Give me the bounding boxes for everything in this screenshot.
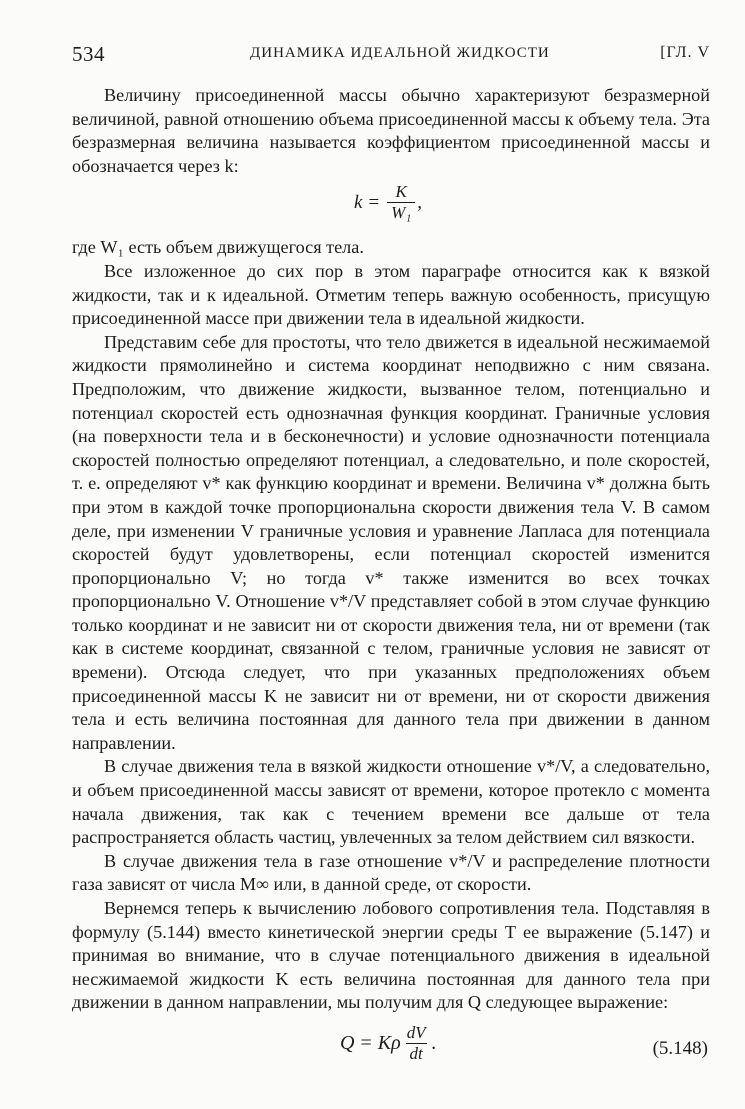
formula-q-trail: . bbox=[431, 1031, 437, 1054]
formula-k-expression bbox=[354, 182, 422, 223]
formula-q-lhs: Q bbox=[340, 1031, 355, 1054]
page-header bbox=[72, 42, 710, 68]
formula-k-numerator: K bbox=[395, 182, 407, 202]
paragraph-added-mass-coefficient: Величину присоединенной массы обычно характеризуют безразмерной величиной, равной отношению объема присоединенной массы к объему тела. Эта безразмерная величина называется коэффициентом присоединенной массы и обозначается через k: bbox=[72, 85, 710, 176]
chapter-label: [ГЛ. V bbox=[660, 44, 710, 61]
formula-5-148 bbox=[72, 1019, 710, 1073]
running-title: ДИНАМИКА ИДЕАЛЬНОЙ ЖИДКОСТИ bbox=[250, 45, 550, 61]
formula-k-trail: , bbox=[417, 192, 422, 214]
formula-k-lhs: k bbox=[354, 192, 363, 214]
paragraph-w1-definition: где W₁ есть объем движущегося тела. bbox=[72, 237, 364, 258]
formula-q-denominator: dt bbox=[406, 1043, 427, 1064]
paragraph-gas: В случае движения тела в газе отношение v*/V и распределение плотности газа зависят от числа M∞ или, в данной среде, от скорости. bbox=[72, 850, 710, 895]
paragraph-viscous-fluid: В случае движения тела в вязкой жидкости отношение v*/V, а следовательно, и объем присоединенной массы зависят от времени, которое протекло с момента начала движения, так как с течением времени все дальше от тела распространяется область частиц, увлеченных за телом действием сил вязкости. bbox=[72, 756, 710, 848]
formula-q-factor: Kρ bbox=[377, 1031, 401, 1054]
page-number: 534 bbox=[72, 42, 105, 66]
formula-q-fraction bbox=[403, 1023, 430, 1064]
paragraph-ideal-fluid-feature: Все изложенное до сих пор в этом параграфе относится как к вязкой жидкости, так и к идеальной. Отметим теперь важную особенность, присущую присоединенной массе при движении тела в идеальной жидкости. bbox=[72, 260, 710, 329]
equation-number: (5.148) bbox=[652, 1037, 708, 1059]
paragraph-potential-flow: Представим себе для простоты, что тело движется в идеальной несжимаемой жидкости прямолинейно и система координат неподвижно с ним связана. Предположим, что движение жидкости, вызванное телом, потенциально и потенциал скоростей есть однозначная функция координат. Граничные условия (на поверхности тела и в бесконечности) и условие однозначности потенциала скоростей полностью определяют потенциал, а следовательно, и поле скоростей, т. е. определяют v* как функцию координат и времени. Величина v* должна быть при этом в каждой точке пропорциональна скорости движения тела V. В самом деле, при изменении V граничные условия и уравнение Лапласа для потенциала скоростей будут удовлетворены, если потенциал скоростей изменится пропорционально V; но тогда v* также изменится во всех точках пропорционально V. Отношение v*/V представляет собой в этом случае функцию только координат и не зависит ни от скорости движения тела, ни от времени (так как в системе координат, связанной с телом, граничные условия не зависят от времени). Отсюда следует, что при указанных предположениях объем присоединенной массы K не зависит ни от времени, ни от скорости движения тела и есть величина постоянная для данного тела при движении в данном направлении. bbox=[72, 331, 710, 753]
formula-q-equals: = bbox=[360, 1031, 372, 1054]
formula-k-equals: = bbox=[368, 192, 380, 214]
formula-k-denominator: W₁ bbox=[387, 202, 415, 223]
formula-k bbox=[72, 180, 710, 232]
formula-q-expression bbox=[340, 1023, 437, 1064]
page-body bbox=[72, 84, 710, 1073]
paragraph-drag: Вернемся теперь к вычислению лобового сопротивления тела. Подставляя в формулу (5.144) вместо кинетической энергии среды T ее выражение (5.147) и принимая во внимание, что в случае потенциального движения в идеальной несжимаемой жидкости K есть величина постоянная для данного тела при движении в данном направлении, мы получим для Q следующее выражение: bbox=[72, 898, 710, 1013]
formula-q-numerator: dV bbox=[406, 1022, 426, 1042]
formula-k-fraction bbox=[387, 182, 415, 223]
